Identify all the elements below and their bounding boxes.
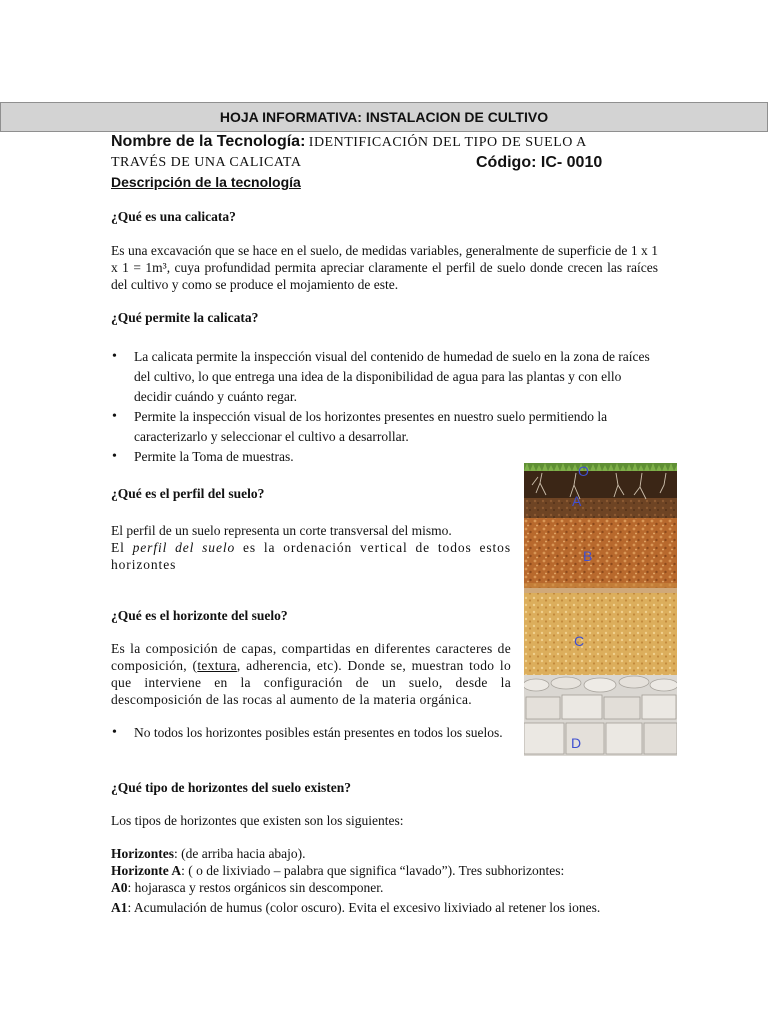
question-permite: ¿Qué permite la calicata? <box>111 310 259 325</box>
bullet-item: • Permite la inspección visual de los horizontes presentes en nuestro suelo permitiendo la caracterizarlo y seleccionar el cultivo a desarrollar. <box>111 407 656 447</box>
horizon-label-c: C <box>574 633 585 649</box>
technology-code: Código: IC- 0010 <box>476 154 603 171</box>
horizon-c-layer <box>524 593 677 675</box>
question-que-es: ¿Qué es una calicata? <box>111 209 236 224</box>
a0-text: : hojarasca y restos orgánicos sin descomponer. <box>127 880 384 895</box>
a0-line <box>111 880 383 896</box>
bullet-item: • No todos los horizontes posibles están presentes en todos los suelos. <box>111 724 513 742</box>
paragraph-que-es: Es una excavación que se hace en el suelo, de medidas variables, generalmente de superficie de 1 x 1 x 1 = 1m³, cuya profundidad permita apreciar claramente el perfil de suelo donde crecen las raíces del cultivo y como se produce el mojamiento de este. <box>111 243 658 292</box>
a1-line <box>111 899 631 916</box>
horizon-label-a: A <box>572 493 582 509</box>
page-header: HOJA INFORMATIVA: INSTALACION DE CULTIVO <box>0 102 768 132</box>
grass-layer <box>524 463 677 471</box>
horizon-a-layer <box>524 498 677 518</box>
technology-name-line1: IDENTIFICACIÓN DEL TIPO DE SUELO A <box>308 135 587 150</box>
bullet-list-permite <box>111 347 656 467</box>
technology-name-line2: TRAVÉS DE UNA CALICATA <box>111 155 302 170</box>
soil-profile-image <box>524 463 677 756</box>
horizonte-a-label: Horizonte A <box>111 863 182 878</box>
paragraph-perfil-2 <box>111 539 511 573</box>
technology-label: Nombre de la Tecnología: <box>111 133 306 150</box>
horizontes-text: : (de arriba hacia abajo). <box>174 846 306 861</box>
horizonte-a-line <box>111 863 564 879</box>
question-perfil: ¿Qué es el perfil del suelo? <box>111 486 265 501</box>
paragraph-horizonte <box>111 640 511 708</box>
rock-layer <box>524 675 677 756</box>
horizontes-line <box>111 846 306 862</box>
perfil-italic-term: perfil del suelo <box>132 540 236 555</box>
horizon-label-o: O <box>578 463 589 479</box>
horizonte-a-text: : ( o de lixiviado – palabra que significa “lavado”). Tres subhorizontes: <box>181 863 565 878</box>
perfil-text-suffix: es la ordenación vertical de todos estos horizontes <box>111 540 511 572</box>
description-title: Descripción de la tecnología <box>111 174 301 190</box>
tipos-intro: Los tipos de horizontes que existen son los siguientes: <box>111 813 404 828</box>
paragraph-perfil-1: El perfil de un suelo representa un corte transversal del mismo. <box>111 523 452 538</box>
bullet-list-horizonte <box>111 724 513 742</box>
topsoil-layer <box>524 468 677 498</box>
bullet-item: • Permite la Toma de muestras. <box>111 447 656 467</box>
horizonte-text-prefix: Es la composición de capas, compartidas en diferentes caracteres de composición, ( <box>111 641 511 673</box>
a0-label: A0 <box>111 880 128 895</box>
horizon-label-b: B <box>583 548 593 564</box>
horizontes-label: Horizontes <box>111 846 174 861</box>
a1-text: : Acumulación de humus (color oscuro). Evita el excesivo lixiviado al retener los iones. <box>127 900 601 915</box>
bullet-item: • La calicata permite la inspección visual del contenido de humedad de suelo en la zona de raíces del cultivo, lo que entrega una idea de la disponibilidad de agua para las plantas y con ello decidir cuándo y cuánto regar. <box>111 347 656 407</box>
perfil-text-prefix: El <box>111 540 133 555</box>
technology-name-block <box>111 133 641 151</box>
question-horizonte: ¿Qué es el horizonte del suelo? <box>111 608 288 623</box>
a1-label: A1 <box>111 900 128 915</box>
horizon-label-d: D <box>571 735 582 751</box>
question-tipos: ¿Qué tipo de horizontes del suelo existen? <box>111 780 351 795</box>
textura-link[interactable]: textura <box>197 658 237 673</box>
horizon-b-layer <box>524 518 677 588</box>
horizonte-text-suffix: , adherencia, etc). Donde se, muestran todo lo que interviene en la configuración de un suelo, desde la descomposición de las rocas al aumento de la materia orgánica. <box>111 658 511 707</box>
